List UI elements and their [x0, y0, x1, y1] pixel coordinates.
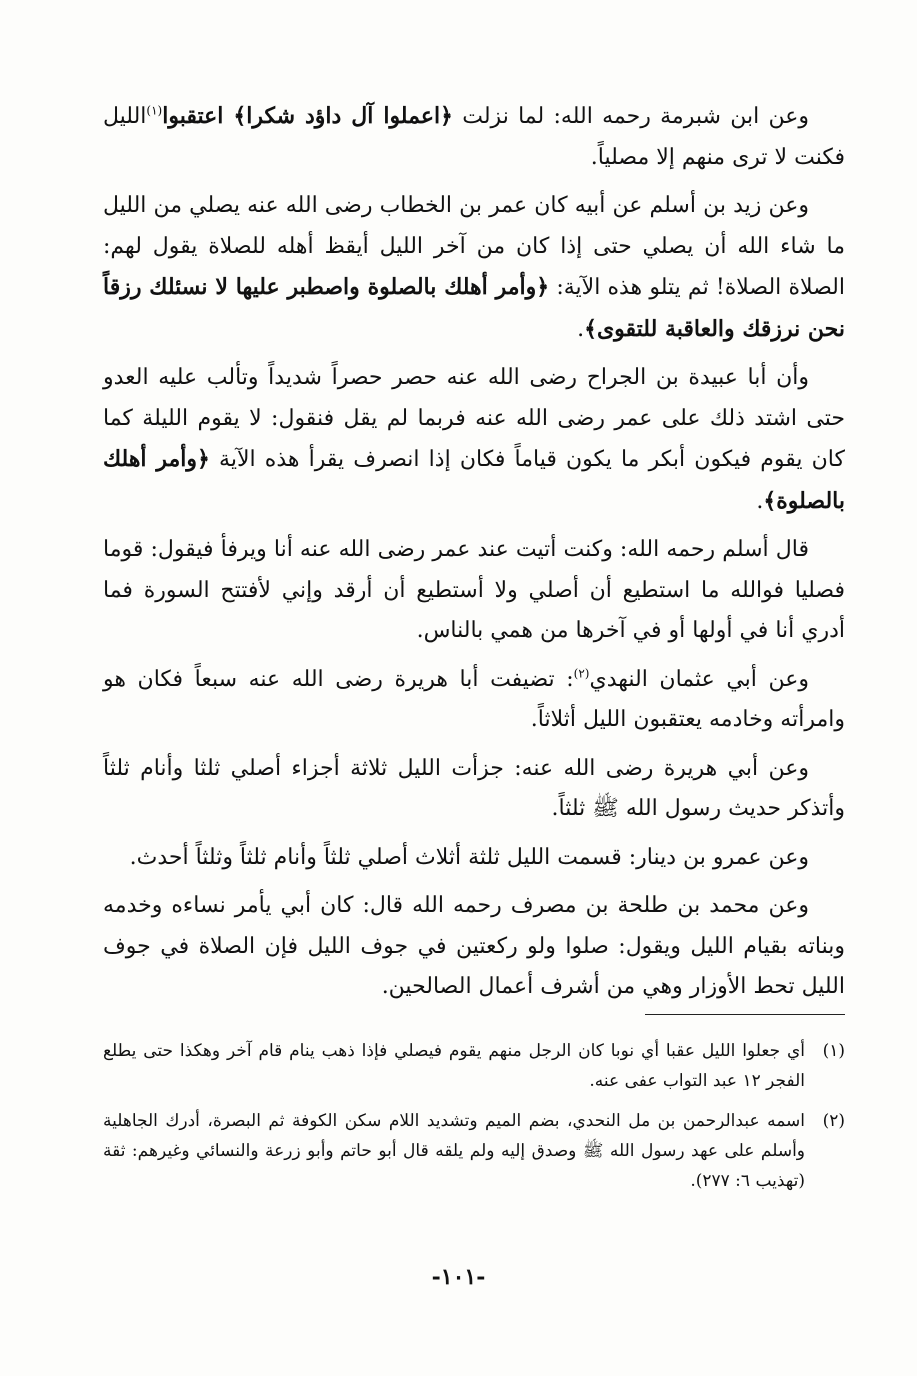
main-text: [103, 96, 845, 1016]
paragraph-text: وعن ابن شبرمة رحمه الله: لما نزلت: [452, 104, 809, 129]
page-number: -١٠١-: [431, 1264, 486, 1290]
paragraph-abu-uthman: [103, 660, 845, 741]
footnote-1: [103, 1036, 845, 1096]
quran-quote: ﴿اعملوا آل داؤد شكرا﴾ اعتقبوا: [162, 103, 453, 129]
footnote-marker[interactable]: (١): [146, 103, 163, 118]
paragraph-abu-huraira: [103, 749, 845, 830]
footnote-number: (٢): [822, 1111, 845, 1131]
footnote-text: اسمه عبدالرحمن بن مل النحدي، بضم الميم وتشديد اللام سكن الكوفة ثم البصرة، أدرك الجاهلية وأسلم على عهد رسول الله ﷺ وصدق إليه ولم يلقه قال أبو حاتم وأبو زرعة والنسائي وغيرهم: ثقة (تهذيب ٦: ٢٧٧).: [103, 1111, 805, 1191]
paragraph-text: وعن زيد بن أسلم عن أبيه كان عمر بن الخطاب رضى الله عنه يصلي من الليل ما شاء الله أن يصلي حتى إذا كان من آخر الليل أيقظ أهله للصلاة يقول لهم: الصلاة الصلاة! ثم يتلو هذه الآية:: [103, 193, 845, 300]
footnote-number: (١): [822, 1041, 845, 1061]
paragraph-aslam: [103, 530, 845, 652]
paragraph-zaid-ibn-aslam: [103, 186, 845, 350]
paragraph-text: وعن أبي عثمان النهدي: [589, 666, 809, 692]
paragraph-text: وعن محمد بن طلحة بن مصرف رحمه الله قال: كان أبي يأمر نساءه وخدمه وبناته بقيام الليل ويقول: صلوا ولو ركعتين في جوف الليل فإن الصلاة في جوف الليل تحط الأوزار وهي من أشرف أعمال الصالحين.: [103, 893, 845, 999]
paragraph-text: .: [577, 316, 585, 342]
paragraph-amr-ibn-dinar: [103, 838, 845, 879]
footnote-divider: [645, 1014, 845, 1015]
footnote-text: أي جعلوا الليل عقبا أي نوبا كان الرجل منهم يقوم فيصلي فإذا ذهب ينام قام آخر وهكذا حتى يطلع الفجر ١٢ عبد التواب عفى عنه.: [103, 1041, 805, 1091]
paragraph-text: وأن أبا عبيدة بن الجراح رضى الله عنه حصر حصراً شديداً وتألب عليه العدو حتى اشتد ذلك على عمر رضى الله عنه فربما لم يقل فنقول: لا يقوم الليلة كما كان يقوم فيكون أبكر ما يكون قياماً فكان إذا انصرف يقرأ هذه الآية: [103, 365, 845, 472]
paragraph-text: قال أسلم رحمه الله: وكنت أتيت عند عمر رضى الله عنه أنا ويرفأ فيقول: قوما فصليا فوالله ما استطيع أن أصلي ولا أستطيع أن أرقد وإني لأفتتح السورة فما أدري أنا في أولها أو في آخرها من همي بالناس.: [103, 537, 845, 643]
quran-quote: ﴿وأمر أهلك بالصلوة واصطبر عليها لا نسئلك رزقاً نحن نرزقك والعاقبة للتقوى﴾: [103, 274, 845, 342]
paragraph-text: : تضيفت أبا هريرة رضى الله عنه سبعاً فكان هو وامرأته وخادمه يعتقبون الليل أثلاثاً.: [103, 666, 845, 732]
paragraph-muhammad-ibn-talha: [103, 886, 845, 1008]
paragraph-text: وعن أبي هريرة رضى الله عنه: جزأت الليل ثلاثة أجزاء أصلي ثلثا وأنام ثلثاً وأتذكر حديث رسول الله ﷺ ثلثاً.: [103, 755, 845, 821]
footnote-2: [103, 1106, 845, 1196]
paragraph-text: الليل فكنت لا ترى منهم إلا مصلياً.: [103, 104, 845, 170]
paragraph-abu-ubaida: [103, 358, 845, 522]
paragraph-text: وعن عمرو بن دينار: قسمت الليل ثلثة أثلاث أصلي ثلثاً وأنام ثلثاً وثلثاً أحدث.: [129, 844, 809, 870]
paragraph-ibn-shubruma: [103, 96, 845, 178]
footnotes: [103, 1036, 845, 1206]
quran-quote: ﴿وأمر أهلك بالصلوة﴾: [103, 446, 845, 514]
footnote-marker[interactable]: (٢): [573, 666, 590, 681]
paragraph-text: .: [756, 488, 764, 514]
